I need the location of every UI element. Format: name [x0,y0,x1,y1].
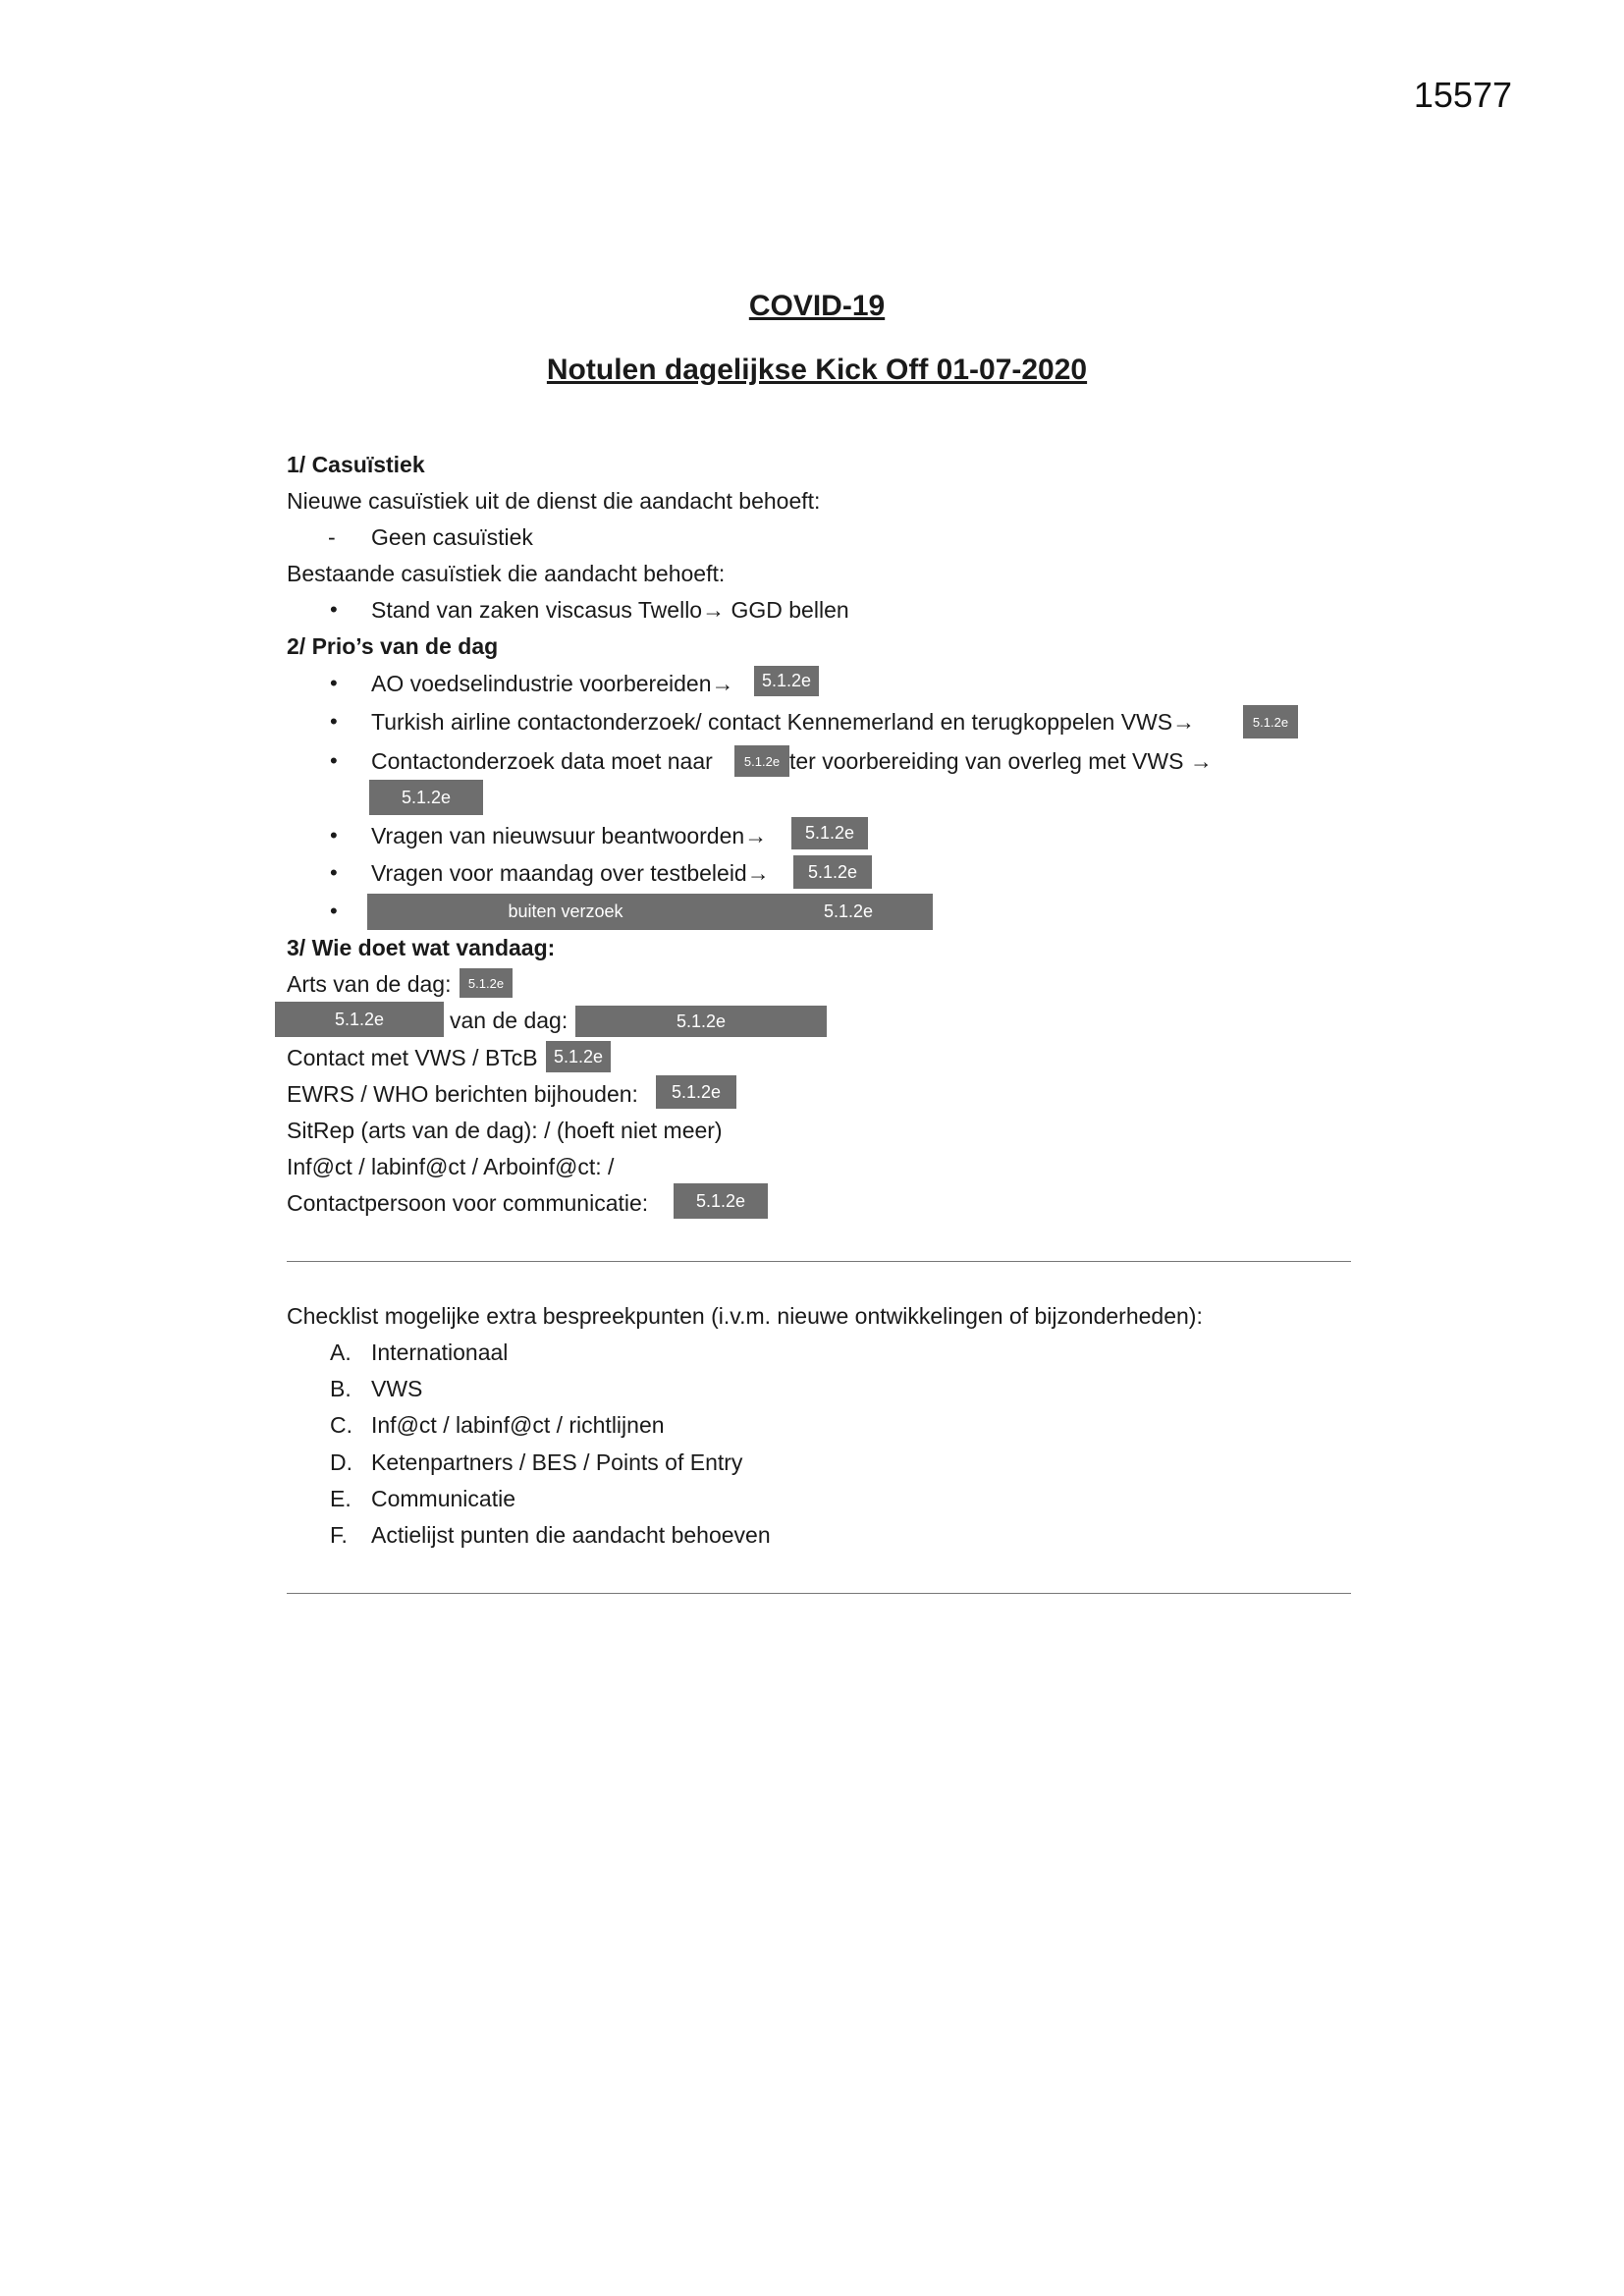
divider [287,1261,1351,1262]
prio-item-text: Turkish airline contactonderzoek/ contact Kennemerland en terugkoppelen VWS [371,709,1173,735]
redaction-box: 5.1.2e [546,1041,611,1072]
ewrs-who: EWRS / WHO berichten bijhouden: [287,1081,638,1107]
section-3-heading: 3/ Wie doet wat vandaag: [287,935,556,960]
checklist-item: Internationaal [371,1339,509,1365]
item-existing-action: GGD bellen [725,597,849,623]
redaction-box: 5.1.2e [369,780,483,815]
checklist-item: Actielijst punten die aandacht behoeven [371,1522,771,1548]
redaction-box: 5.1.2e [275,1002,444,1037]
checklist-letter: E. [330,1486,352,1511]
redaction-box: 5.1.2e [575,1006,827,1037]
checklist-letter: D. [330,1449,352,1475]
arrow-icon: → [744,823,768,848]
arrow-icon: → [746,860,770,886]
sitrep: SitRep (arts van de dag): / (hoeft niet meer) [287,1118,723,1143]
redaction-box: 5.1.2e [656,1075,736,1109]
section-1-item-existing [371,595,849,625]
checklist-letter: C. [330,1412,352,1438]
checklist-item: Ketenpartners / BES / Points of Entry [371,1449,743,1475]
redaction-box: 5.1.2e [764,894,933,930]
checklist-intro: Checklist mogelijke extra bespreekpunten (i.v.m. nieuwe ontwikkelingen of bijzonderheden): [287,1303,1203,1329]
prio-item-4 [371,821,767,850]
arrow-icon: → [1172,709,1196,735]
checklist-item: VWS [371,1376,423,1401]
checklist-item: Communicatie [371,1486,515,1511]
arts-van-de-dag: Arts van de dag: [287,971,452,997]
bullet-marker: • [330,597,338,622]
checklist-letter: B. [330,1376,352,1401]
bullet-marker: • [330,823,338,847]
prio-item-text: Vragen van nieuwsuur beantwoorden [371,823,745,848]
redaction-box: 5.1.2e [793,855,872,889]
prio-item-text: Vragen voor maandag over testbeleid [371,860,747,886]
arrow-icon: → [711,671,734,696]
bullet-marker: • [330,748,338,773]
contact-vws: Contact met VWS / BTcB [287,1045,538,1070]
arrow-icon: → [702,597,726,623]
document-subtitle: Notulen dagelijkse Kick Off 01-07-2020 [546,354,1088,386]
prio-item-3-end [789,746,1213,776]
bullet-marker: • [330,860,338,885]
checklist-letter: A. [330,1339,352,1365]
redaction-box: 5.1.2e [754,666,819,696]
role-van-de-dag: van de dag: [450,1008,568,1033]
arrow-icon: → [1189,748,1213,774]
section-1-heading: 1/ Casuïstiek [287,452,425,477]
redaction-box: 5.1.2e [674,1183,768,1219]
section-2-heading: 2/ Prio’s van de dag [287,633,499,659]
contactpersoon: Contactpersoon voor communicatie: [287,1190,649,1216]
dash-marker: - [328,524,336,550]
redaction-box: 5.1.2e [791,817,868,849]
divider [287,1593,1351,1594]
section-1-intro-new: Nieuwe casuïstiek uit de dienst die aandacht behoeft: [287,488,821,514]
prio-item-2 [371,707,1195,737]
prio-item-5 [371,858,770,888]
redaction-box: 5.1.2e [460,968,513,998]
bullet-marker: • [330,671,338,695]
page-number: 15577 [1413,75,1512,115]
redaction-box: 5.1.2e [1243,705,1298,738]
bullet-marker: • [330,709,338,734]
redaction-box: 5.1.2e [734,745,789,777]
item-existing-text: Stand van zaken viscasus Twello [371,597,703,623]
prio-item-3-suffix: ter voorbereiding van overleg met VWS [789,748,1190,774]
section-1-intro-existing: Bestaande casuïstiek die aandacht behoeft: [287,561,726,586]
bullet-marker: • [330,899,338,923]
checklist-item: Inf@ct / labinf@ct / richtlijnen [371,1412,665,1438]
prio-item-3-start: Contactonderzoek data moet naar [371,748,713,774]
redaction-box-out-of-scope: buiten verzoek [367,894,764,930]
document-title: COVID-19 [748,290,886,322]
prio-item-1 [371,669,733,698]
checklist-letter: F. [330,1522,348,1548]
section-1-item-new: Geen casuïstiek [371,524,533,550]
infact: Inf@ct / labinf@ct / Arboinf@ct: / [287,1154,615,1179]
prio-item-text: AO voedselindustrie voorbereiden [371,671,712,696]
